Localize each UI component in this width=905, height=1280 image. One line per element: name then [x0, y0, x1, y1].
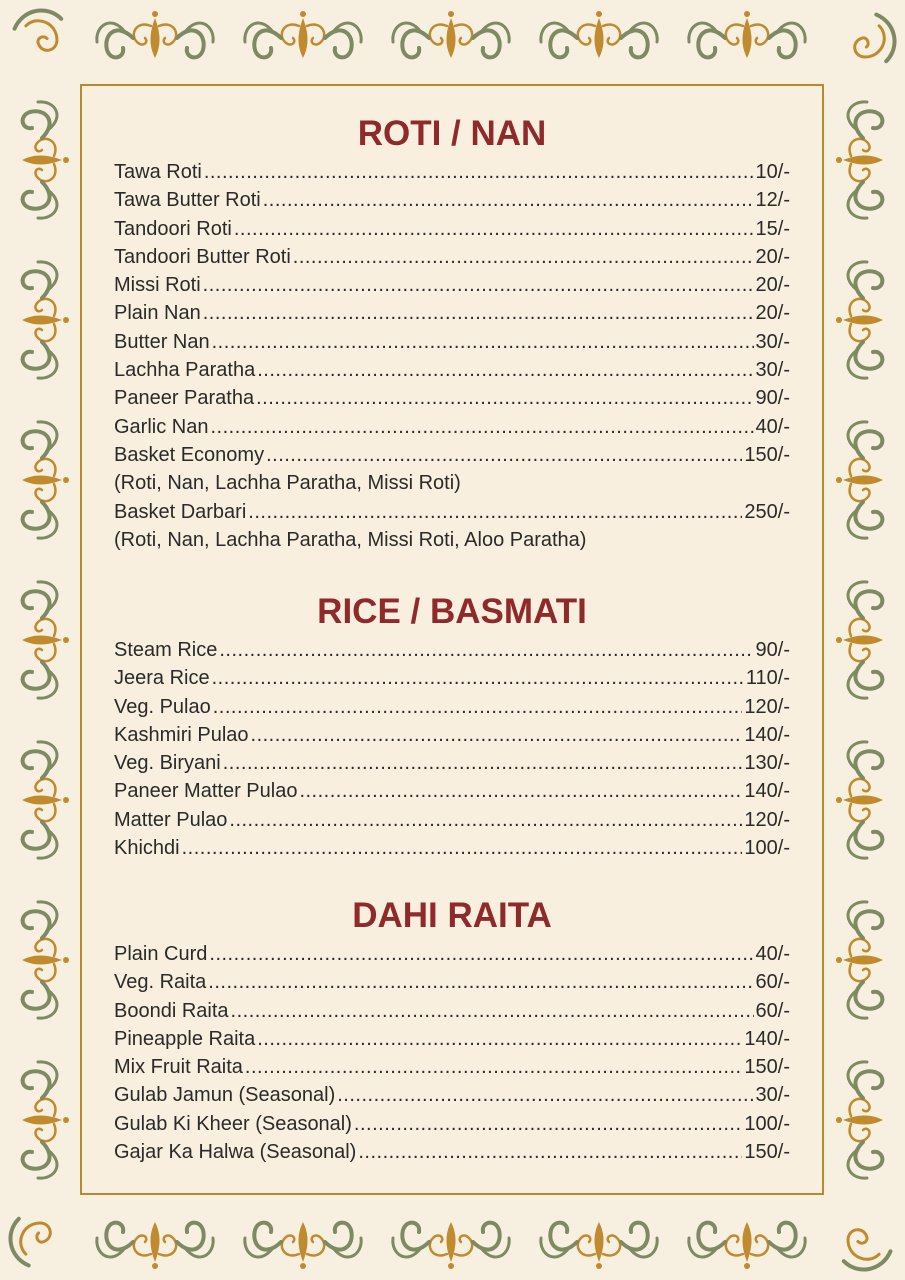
- dot-leader: [248, 498, 742, 526]
- ornament-motif: [836, 102, 883, 218]
- dot-leader: [263, 186, 754, 214]
- dot-leader: [203, 271, 754, 299]
- item-price: 20/-: [755, 245, 790, 268]
- dot-leader: [229, 806, 742, 834]
- item-name: Tawa Roti: [114, 161, 202, 183]
- item-list: [114, 940, 790, 1166]
- item-name: Tandoori Butter Roti: [114, 245, 291, 268]
- dot-leader: [251, 721, 743, 749]
- ornament-motif: [836, 902, 883, 1018]
- dot-leader: [204, 158, 754, 186]
- section-title: DAHI RAITA: [352, 896, 552, 935]
- menu-item: [114, 413, 790, 441]
- ornament-motif: [393, 1222, 509, 1269]
- dot-leader: [213, 693, 743, 721]
- menu-item: [114, 441, 790, 469]
- ornament-motif: [541, 11, 657, 58]
- dot-leader: [212, 664, 744, 692]
- item-name: Paneer Paratha: [114, 387, 255, 410]
- item-name: Lachha Paratha: [114, 359, 256, 382]
- ornament-motif: [97, 1222, 213, 1269]
- item-name: Mix Fruit Raita: [114, 1056, 243, 1079]
- dot-leader: [256, 384, 753, 412]
- dot-leader: [208, 968, 753, 996]
- dot-leader: [203, 299, 754, 327]
- item-price: 140/-: [744, 723, 790, 746]
- item-price: 90/-: [755, 387, 790, 410]
- dot-leader: [266, 441, 742, 469]
- item-price: 150/-: [744, 1056, 790, 1079]
- menu-item: [114, 299, 790, 327]
- menu-item: [114, 664, 790, 692]
- item-name: Matter Pulao: [114, 808, 228, 831]
- item-price: 250/-: [744, 500, 790, 523]
- item-price: 60/-: [755, 999, 790, 1022]
- ornament-motif: [836, 582, 883, 698]
- menu-item: [114, 498, 790, 526]
- menu-item: [114, 834, 790, 862]
- menu-item: [114, 384, 790, 412]
- menu-item: [114, 721, 790, 749]
- menu-item: [114, 693, 790, 721]
- corner-ornament: [847, 13, 905, 72]
- item-price: 30/-: [755, 359, 790, 382]
- corner-ornament: [13, 0, 72, 58]
- ornament-motif: [393, 11, 509, 58]
- item-name: Veg. Pulao: [114, 695, 211, 718]
- item-price: 140/-: [744, 1027, 790, 1050]
- item-price: 40/-: [755, 943, 790, 965]
- item-name: Tawa Butter Roti: [114, 189, 261, 212]
- ornament-motif: [689, 11, 805, 58]
- dot-leader: [212, 328, 754, 356]
- item-name: Veg. Raita: [114, 971, 207, 994]
- menu-item: [114, 636, 790, 664]
- section-roti-nan: [114, 114, 790, 554]
- menu-item: [114, 1053, 790, 1081]
- item-name: Butter Nan: [114, 330, 210, 353]
- menu-item: [114, 940, 790, 968]
- item-name: Basket Economy: [114, 443, 265, 466]
- item-name: Plain Curd: [114, 943, 208, 965]
- item-price: 20/-: [755, 302, 790, 325]
- ornament-motif: [245, 11, 361, 58]
- item-name: Garlic Nan: [114, 415, 209, 438]
- ornament-motif: [22, 582, 69, 698]
- dot-leader: [210, 413, 753, 441]
- menu-item: [114, 215, 790, 243]
- dot-leader: [223, 749, 743, 777]
- item-list: [114, 158, 790, 554]
- item-price: 110/-: [745, 667, 790, 690]
- item-price: 12/-: [755, 189, 790, 212]
- menu-item: [114, 186, 790, 214]
- item-price: 20/-: [755, 274, 790, 297]
- ornament-motif: [836, 1062, 883, 1178]
- item-price: 120/-: [744, 808, 790, 831]
- ornament-motif: [97, 11, 213, 58]
- ornament-motif: [22, 422, 69, 538]
- section-title: ROTI / NAN: [357, 114, 547, 153]
- dot-leader: [209, 940, 753, 968]
- item-note: (Roti, Nan, Lachha Paratha, Missi Roti): [114, 472, 461, 495]
- item-name: Boondi Raita: [114, 999, 229, 1022]
- ornament-motif: [22, 1062, 69, 1178]
- item-name: Gajar Ka Halwa (Seasonal): [114, 1141, 357, 1164]
- menu-item: [114, 158, 790, 186]
- ornament-motif: [689, 1222, 805, 1269]
- item-name: Tandoori Roti: [114, 217, 232, 240]
- item-name: Kashmiri Pulao: [114, 723, 249, 746]
- item-price: 130/-: [744, 752, 790, 775]
- item-name: Gulab Jamun (Seasonal): [114, 1084, 336, 1107]
- item-price: 120/-: [744, 695, 790, 718]
- menu-item: [114, 1081, 790, 1109]
- ornament-motif: [836, 262, 883, 378]
- item-name: Basket Darbari: [114, 500, 247, 523]
- item-price: 100/-: [744, 1112, 790, 1135]
- item-note: (Roti, Nan, Lachha Paratha, Missi Roti, Aloo Paratha): [114, 528, 587, 551]
- item-price: 60/-: [755, 971, 790, 994]
- item-name: Veg. Biryani: [114, 752, 221, 775]
- menu-item: [114, 749, 790, 777]
- item-price: 30/-: [755, 330, 790, 353]
- dot-leader: [337, 1081, 753, 1109]
- item-price: 15/-: [755, 217, 790, 240]
- item-name: Plain Nan: [114, 302, 201, 325]
- item-name: Missi Roti: [114, 274, 201, 297]
- menu-item: [114, 777, 790, 805]
- menu-item: [114, 968, 790, 996]
- dot-leader: [299, 777, 742, 805]
- ornament-motif: [836, 742, 883, 858]
- ornament-motif: [245, 1222, 361, 1269]
- section-dahi-raita: [114, 896, 790, 1166]
- item-name: Jeera Rice: [114, 667, 210, 690]
- ornament-motif: [22, 742, 69, 858]
- menu-item: [114, 997, 790, 1025]
- item-price: 90/-: [755, 639, 790, 661]
- item-price: 30/-: [755, 1084, 790, 1107]
- dot-leader: [182, 834, 743, 862]
- dot-leader: [219, 636, 753, 664]
- item-list: [114, 636, 790, 862]
- dot-leader: [231, 997, 754, 1025]
- menu-item: [114, 806, 790, 834]
- menu-item: [114, 1025, 790, 1053]
- item-price: 140/-: [744, 780, 790, 803]
- item-price: 100/-: [744, 837, 790, 860]
- ornament-motif: [541, 1222, 657, 1269]
- dot-leader: [257, 1025, 742, 1053]
- ornament-motif: [22, 902, 69, 1018]
- menu-item: [114, 1138, 790, 1166]
- ornament-motif: [22, 102, 69, 218]
- item-price: 150/-: [744, 1141, 790, 1164]
- menu-item: [114, 271, 790, 299]
- item-price: 150/-: [744, 443, 790, 466]
- item-name: Paneer Matter Pulao: [114, 780, 298, 803]
- item-price: 40/-: [755, 415, 790, 438]
- item-name: Steam Rice: [114, 639, 218, 661]
- item-name: Khichdi: [114, 837, 180, 860]
- menu-item: [114, 328, 790, 356]
- corner-ornament: [0, 1208, 58, 1267]
- dot-leader: [358, 1138, 742, 1166]
- item-name: Gulab Ki Kheer (Seasonal): [114, 1112, 352, 1135]
- dot-leader: [354, 1110, 742, 1138]
- dot-leader: [293, 243, 754, 271]
- item-price: 10/-: [755, 161, 790, 183]
- menu-item: [114, 1110, 790, 1138]
- item-name: Pineapple Raita: [114, 1027, 256, 1050]
- dot-leader: [245, 1053, 743, 1081]
- section-title: RICE / BASMATI: [317, 592, 587, 631]
- section-rice-basmati: [114, 592, 790, 862]
- menu-item: [114, 243, 790, 271]
- dot-leader: [257, 356, 753, 384]
- dot-leader: [234, 215, 754, 243]
- corner-ornament: [833, 1222, 892, 1280]
- menu-item: [114, 356, 790, 384]
- ornament-motif: [22, 262, 69, 378]
- ornament-motif: [836, 422, 883, 538]
